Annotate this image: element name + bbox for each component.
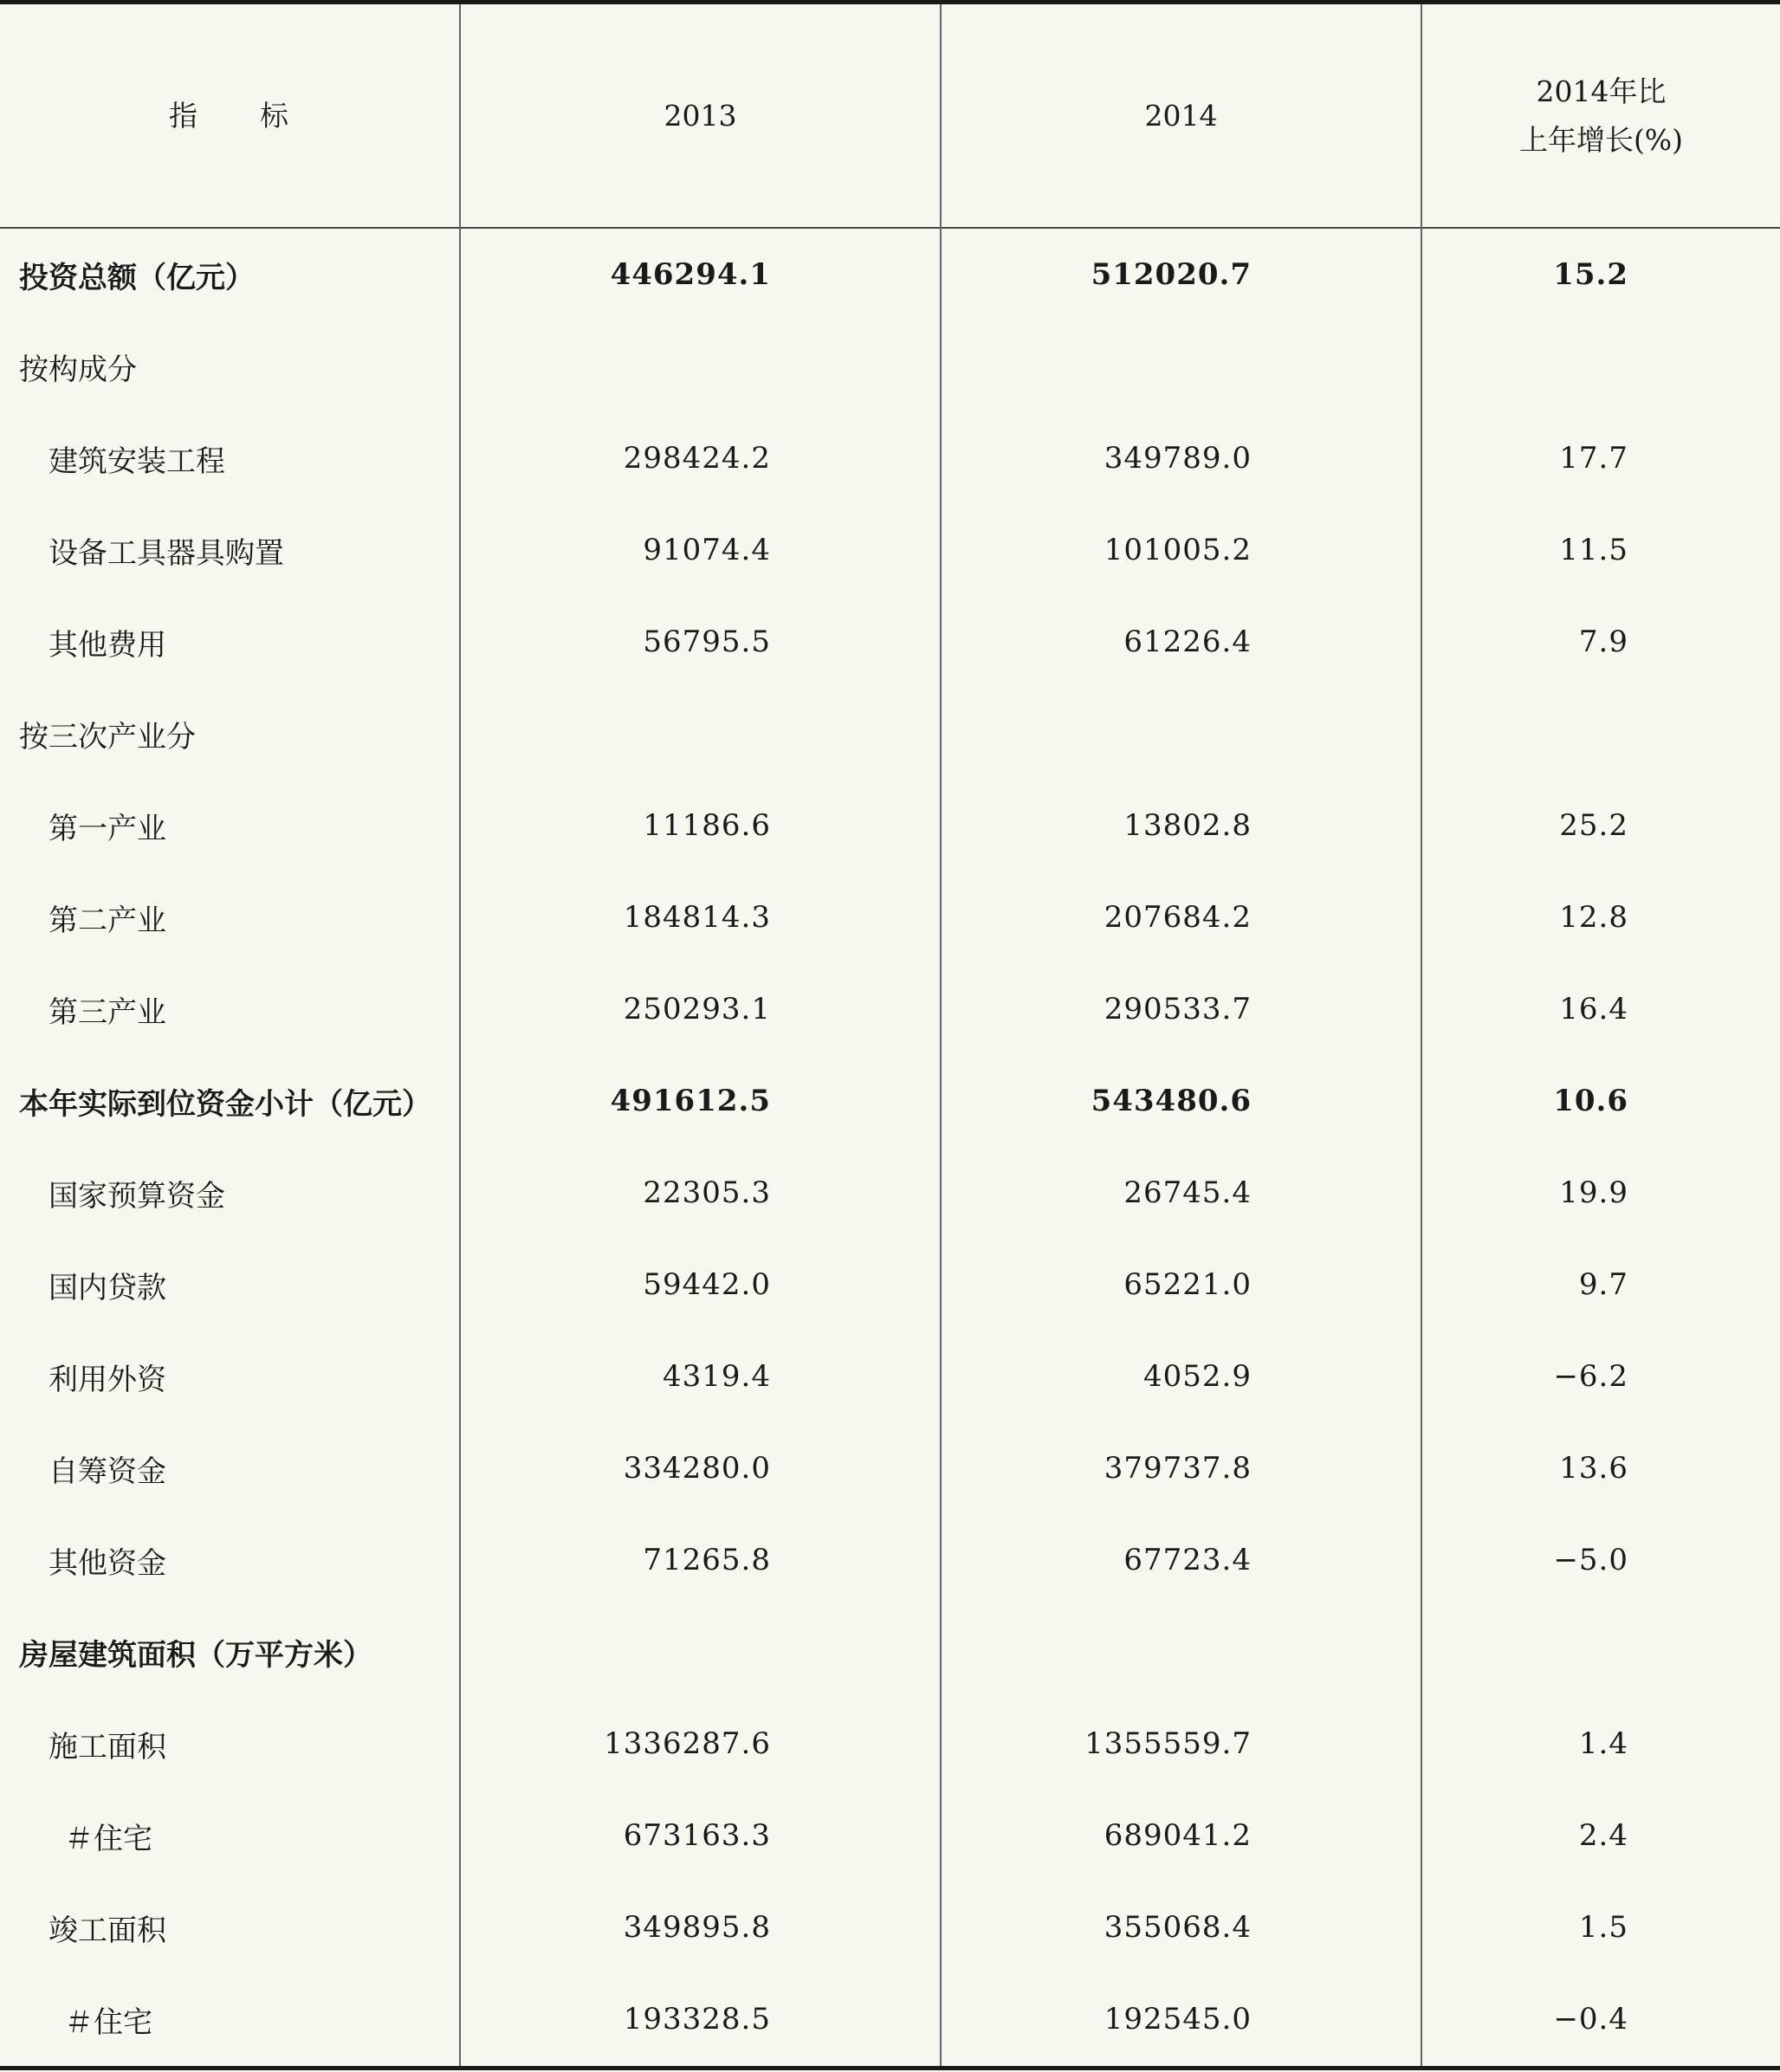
table-row	[0, 963, 1780, 1055]
growth-value: 13.6	[1559, 1451, 1628, 1486]
value-2014: 26745.4	[1123, 1175, 1252, 1210]
growth-value: 10.6	[1553, 1084, 1628, 1118]
value-2013: 59442.0	[643, 1267, 771, 1302]
growth-value: 17.7	[1559, 441, 1628, 476]
value-2013: 11186.6	[643, 808, 771, 843]
value-2013: 56795.5	[643, 625, 771, 659]
row-label: ＃住宅	[64, 1821, 152, 1856]
value-2013: 71265.8	[643, 1543, 771, 1577]
table-row	[0, 1147, 1780, 1239]
value-2013: 91074.4	[643, 533, 771, 567]
table-row	[0, 504, 1780, 596]
table-row-funds-subtotal	[0, 1055, 1780, 1147]
value-2014: 67723.4	[1123, 1543, 1252, 1577]
value-2013: 673163.3	[623, 1818, 771, 1853]
value-2014: 61226.4	[1123, 625, 1252, 659]
value-2014: 65221.0	[1123, 1267, 1252, 1302]
table-row	[0, 596, 1780, 688]
section-label: 房屋建筑面积（万平方米）	[19, 1637, 372, 1673]
row-label: 建筑安装工程	[49, 444, 225, 479]
value-2013: 491612.5	[610, 1084, 771, 1118]
section-label: 按三次产业分	[19, 719, 196, 754]
value-2013: 1336287.6	[604, 1726, 771, 1761]
growth-value: 25.2	[1559, 808, 1628, 843]
growth-value: 15.2	[1553, 257, 1628, 292]
value-2013: 298424.2	[623, 441, 771, 476]
growth-value: −5.0	[1553, 1543, 1628, 1577]
table-row	[0, 1239, 1780, 1331]
header-growth-line2: 上年增长(%)	[1518, 122, 1684, 157]
header-year-2013: 2013	[663, 98, 737, 133]
value-2013: 349895.8	[623, 1910, 771, 1945]
table-row	[0, 1514, 1780, 1606]
growth-value: 16.4	[1559, 992, 1628, 1026]
value-2014: 192545.0	[1104, 2002, 1252, 2036]
row-label: 竣工面积	[49, 1913, 166, 1948]
value-2014: 689041.2	[1104, 1818, 1252, 1853]
header-indicator: 指 标	[169, 98, 290, 133]
row-label: 其他资金	[49, 1545, 166, 1581]
growth-value: 1.5	[1578, 1910, 1628, 1945]
growth-value: 2.4	[1578, 1818, 1628, 1853]
value-2013: 184814.3	[623, 900, 771, 935]
table-row	[0, 1881, 1780, 1973]
row-label: 自筹资金	[49, 1454, 166, 1489]
table-row-section-floor-area	[0, 1606, 1780, 1698]
value-2014: 4052.9	[1143, 1359, 1252, 1394]
value-2014: 543480.6	[1091, 1084, 1252, 1118]
value-2014: 1355559.7	[1084, 1726, 1252, 1761]
growth-value: 11.5	[1559, 533, 1628, 567]
row-label: 第三产业	[49, 994, 166, 1030]
growth-value: 19.9	[1559, 1175, 1628, 1210]
value-2014: 207684.2	[1104, 900, 1252, 935]
header-growth-line1: 2014年比	[1536, 74, 1667, 108]
row-label: 利用外资	[49, 1362, 166, 1397]
growth-value: −0.4	[1553, 2002, 1628, 2036]
table-bottom-rule	[0, 2066, 1780, 2070]
value-2013: 446294.1	[610, 257, 771, 292]
table-row-total-investment	[0, 229, 1780, 321]
value-2014: 290533.7	[1104, 992, 1252, 1026]
growth-value: 12.8	[1559, 900, 1628, 935]
growth-value: 1.4	[1578, 1726, 1628, 1761]
row-label: 施工面积	[49, 1729, 166, 1764]
row-label: 本年实际到位资金小计（亿元）	[19, 1086, 431, 1122]
row-label: 第二产业	[49, 903, 166, 938]
row-label: 设备工具器具购置	[49, 535, 284, 571]
growth-value: 7.9	[1578, 625, 1628, 659]
header-growth	[1422, 4, 1780, 227]
table-row	[0, 780, 1780, 871]
header-year-2014: 2014	[1144, 98, 1218, 133]
section-label: 按构成分	[19, 352, 137, 387]
value-2014: 13802.8	[1123, 808, 1252, 843]
table-row-section-composition	[0, 321, 1780, 412]
row-label: 第一产业	[49, 811, 166, 846]
row-label: 国家预算资金	[49, 1178, 225, 1214]
table-row	[0, 1973, 1780, 2065]
row-label: ＃住宅	[64, 2004, 152, 2040]
value-2014: 379737.8	[1104, 1451, 1252, 1486]
row-label: 投资总额（亿元）	[19, 260, 255, 295]
table-row	[0, 1698, 1780, 1790]
table-row	[0, 1422, 1780, 1514]
growth-value: 9.7	[1578, 1267, 1628, 1302]
table-row	[0, 1790, 1780, 1881]
value-2013: 4319.4	[663, 1359, 771, 1394]
table-row	[0, 1331, 1780, 1422]
value-2014: 349789.0	[1104, 441, 1252, 476]
growth-value: −6.2	[1553, 1359, 1628, 1394]
value-2013: 250293.1	[623, 992, 771, 1026]
row-label: 其他费用	[49, 627, 166, 663]
value-2014: 512020.7	[1091, 257, 1252, 292]
value-2013: 334280.0	[623, 1451, 771, 1486]
table-row	[0, 871, 1780, 963]
table-row	[0, 412, 1780, 504]
value-2013: 22305.3	[643, 1175, 771, 1210]
row-label: 国内贷款	[49, 1270, 166, 1305]
value-2014: 101005.2	[1104, 533, 1252, 567]
value-2013: 193328.5	[623, 2002, 771, 2036]
value-2014: 355068.4	[1104, 1910, 1252, 1945]
table-row-section-industry	[0, 688, 1780, 780]
